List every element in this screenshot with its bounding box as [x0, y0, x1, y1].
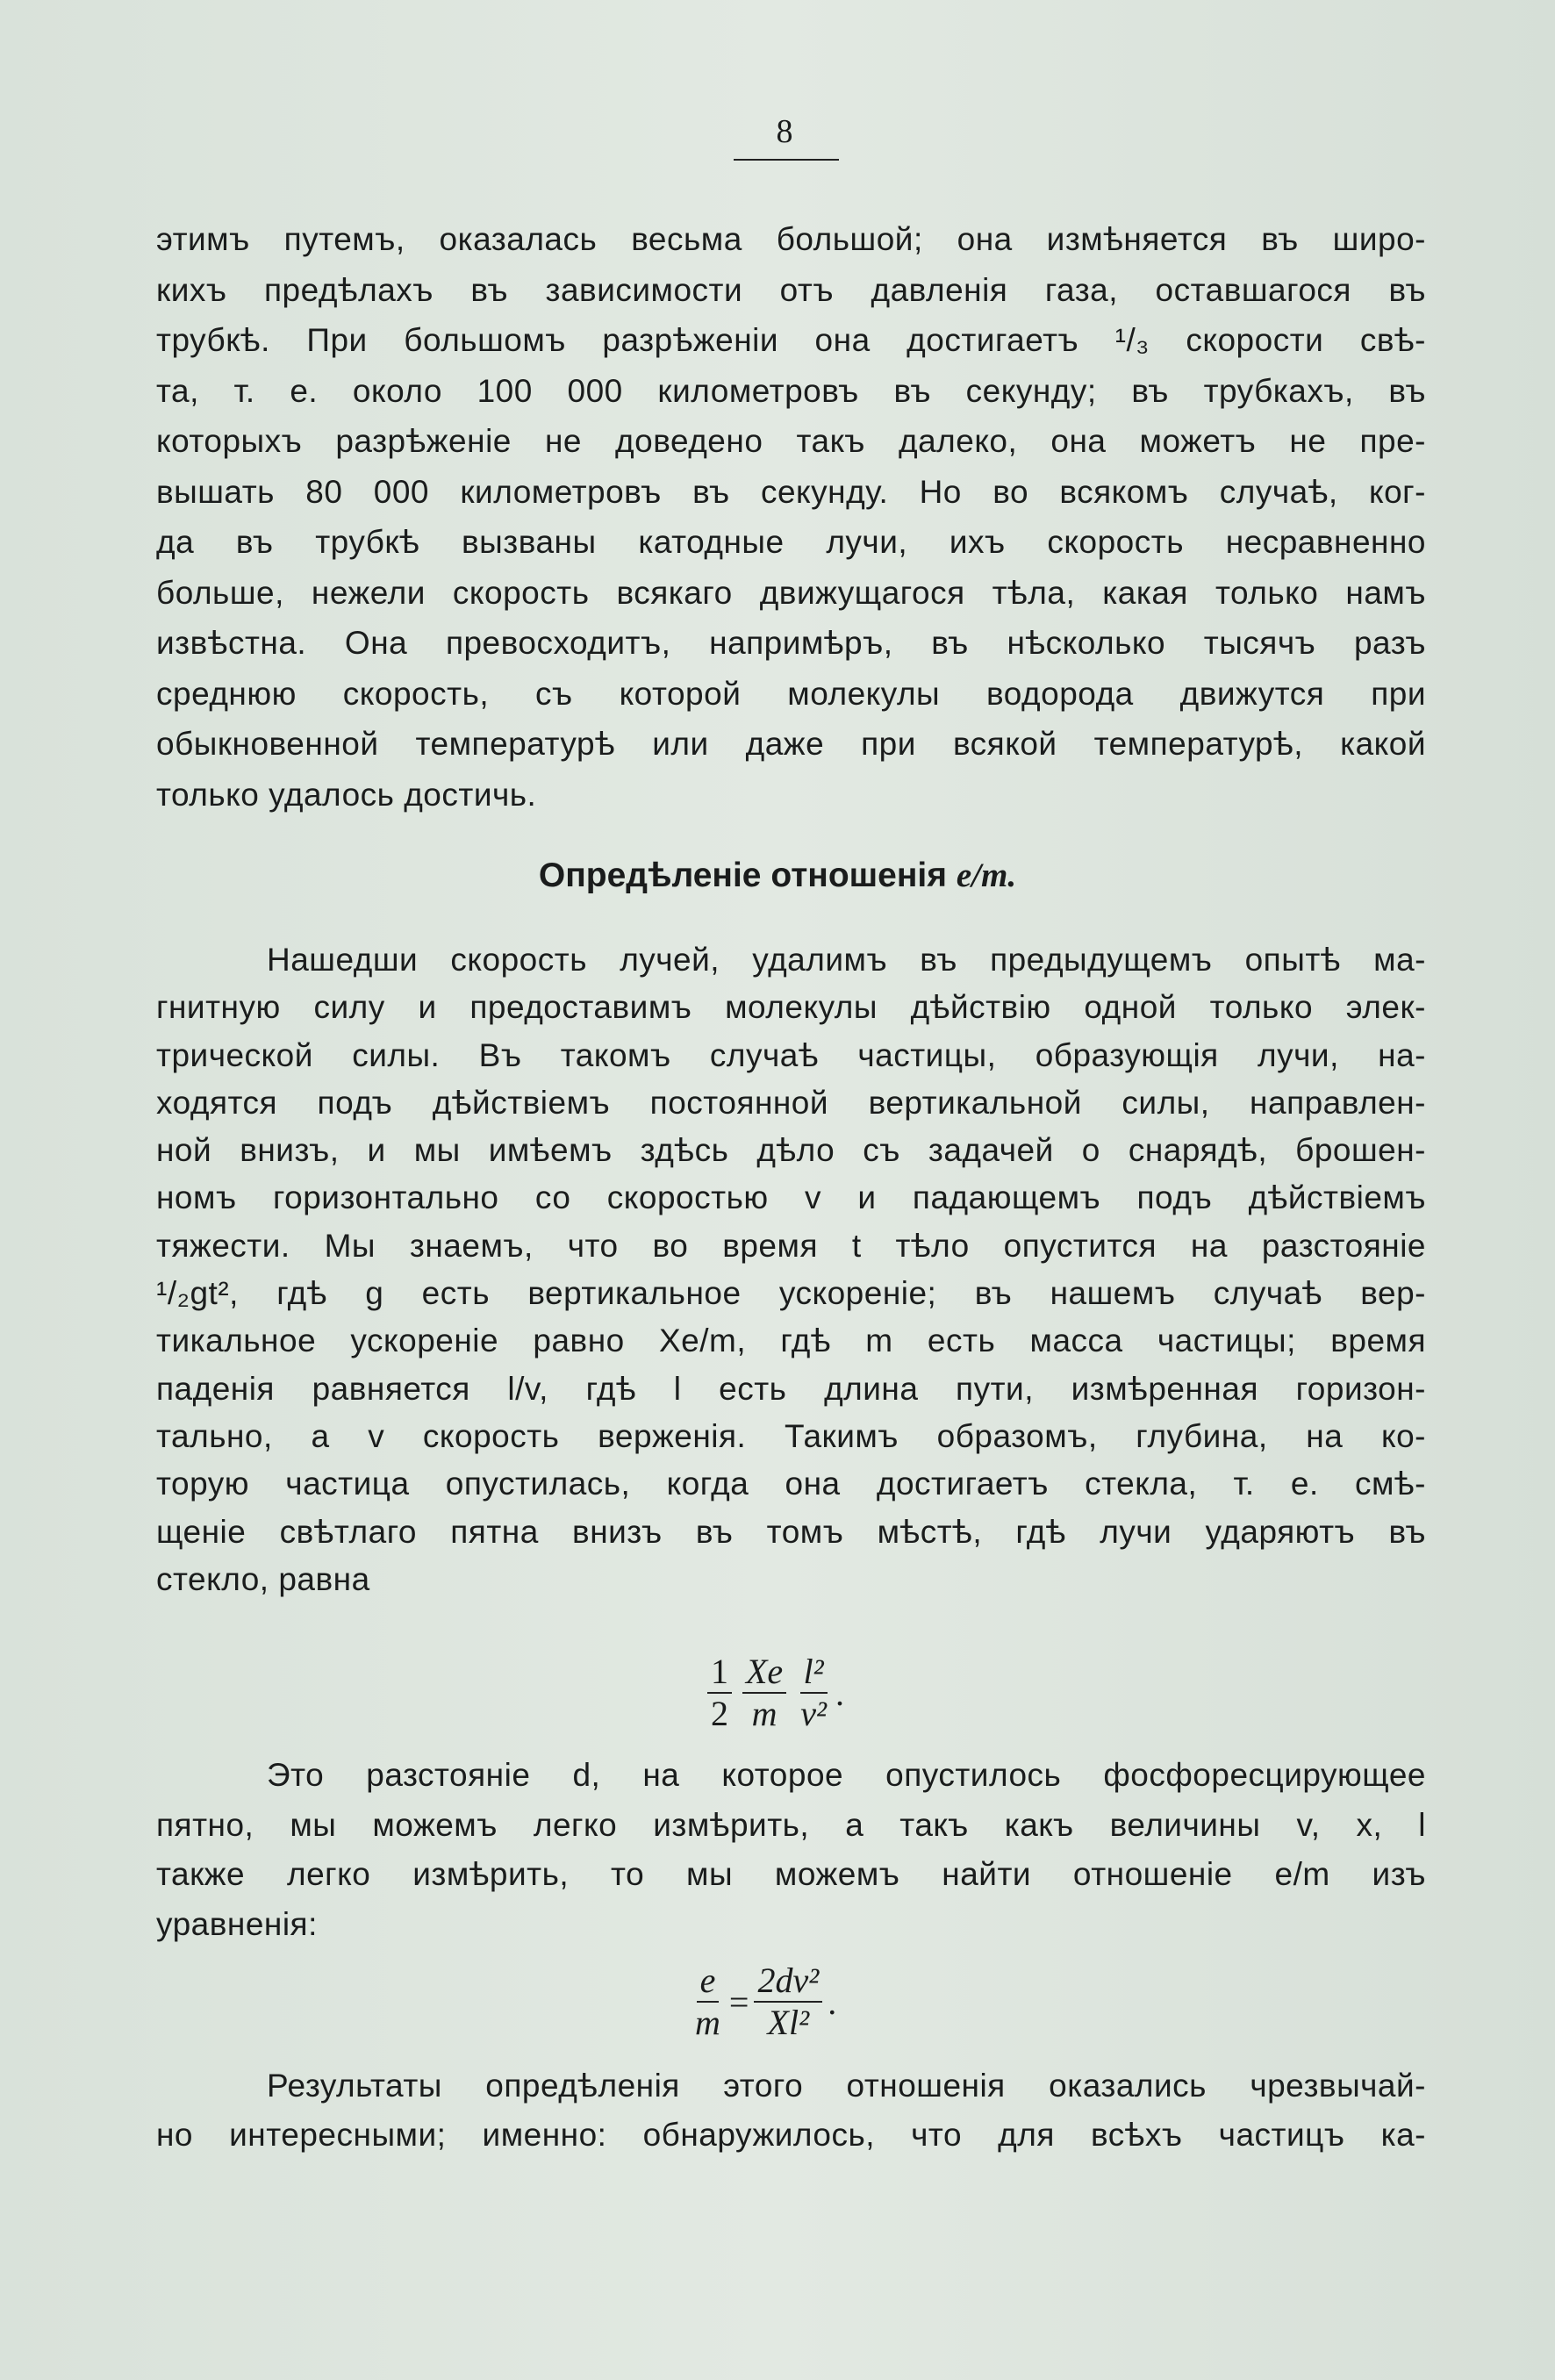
paragraph-3 — [156, 1751, 1426, 1949]
fraction-2dv2-xl2 — [754, 1961, 822, 2043]
text-line: обыкновенной температурѣ или даже при всякой температурѣ, какой — [156, 726, 1426, 762]
formula-e-over-m — [686, 1961, 836, 2043]
text-line: ной внизъ, и мы имѣемъ здѣсь дѣло съ задачей о снарядѣ, брошен- — [156, 1132, 1426, 1169]
text-line: вышать 80 000 километровъ въ секунду. Но во всякомъ случаѣ, ког- — [156, 473, 1426, 510]
text-line: уравненія: — [156, 1905, 318, 1942]
text-line: трубкѣ. При большомъ разрѣженіи она достигаетъ ¹/₃ скорости свѣ- — [156, 322, 1426, 358]
paragraph-2 — [156, 936, 1426, 1603]
text-line: Результаты опредѣленія этого отношенія оказались чрезвычай- — [267, 2068, 1426, 2104]
text-line: торую частица опустилась, когда она достигаетъ стекла, т. е. смѣ- — [156, 1466, 1426, 1502]
heading-symbol: e/m. — [956, 857, 1017, 894]
numerator: l² — [800, 1652, 828, 1694]
text-line: но интересными; именно: обнаружилось, что для всѣхъ частицъ ка- — [156, 2117, 1426, 2153]
text-line: извѣстна. Она превосходитъ, напримѣръ, въ нѣсколько тысячъ разъ — [156, 625, 1426, 661]
paragraph-1 — [156, 214, 1426, 820]
denominator: v² — [800, 1694, 827, 1733]
denominator: m — [695, 2003, 720, 2042]
numerator: 1 — [707, 1652, 732, 1694]
formula-period: . — [835, 1673, 844, 1713]
text-line: только удалось достичь. — [156, 776, 537, 813]
denominator: m — [751, 1694, 778, 1733]
text-line: этимъ путемъ, оказалась весьма большой; она измѣняется въ широ- — [156, 221, 1426, 257]
formula-displacement — [702, 1652, 844, 1734]
page-number: 8 — [776, 113, 793, 150]
fraction-xe-m — [742, 1652, 786, 1734]
denominator: Xl² — [767, 2003, 810, 2042]
fraction-half — [707, 1652, 732, 1734]
text-line: Это разстояніе d, на которое опустилось фосфоресцирующее — [267, 1757, 1426, 1793]
text-line: да въ трубкѣ вызваны катодные лучи, ихъ скорость несравненно — [156, 524, 1426, 560]
text-line: ¹/₂gt², гдѣ g есть вертикальное ускореніе; въ нашемъ случаѣ вер- — [156, 1275, 1426, 1312]
text-line: среднюю скорость, съ которой молекулы водорода движутся при — [156, 675, 1426, 712]
text-line: которыхъ разрѣженіе не доведено такъ далеко, она можетъ не пре- — [156, 423, 1426, 459]
text-line: ходятся подъ дѣйствіемъ постоянной вертикальной силы, направлен- — [156, 1084, 1426, 1121]
page-number-rule — [734, 159, 839, 161]
text-line: трической силы. Въ такомъ случаѣ частицы, образующія лучи, на- — [156, 1036, 1426, 1073]
text-line: номъ горизонтально со скоростью v и падающемъ подъ дѣйствіемъ — [156, 1179, 1426, 1216]
fraction-e-m — [692, 1961, 724, 2043]
fraction-l2-v2 — [797, 1652, 830, 1734]
text-line: та, т. е. около 100 000 километровъ въ секунду; въ трубкахъ, въ — [156, 372, 1426, 409]
text-line: также легко измѣрить, то мы можемъ найти отношеніе e/m изъ — [156, 1856, 1426, 1892]
text-line: пятно, мы можемъ легко измѣрить, а такъ какъ величины v, x, l — [156, 1806, 1426, 1843]
text-line: тикальное ускореніе равно Xe/m, гдѣ m есть масса частицы; время — [156, 1323, 1426, 1359]
equals-sign: = — [728, 1982, 749, 2022]
paragraph-4 — [156, 2061, 1426, 2160]
text-line: стекло, равна — [156, 1560, 370, 1597]
text-line: гнитную силу и предоставимъ молекулы дѣйствію одной только элек- — [156, 989, 1426, 1026]
numerator: e — [697, 1961, 720, 2003]
text-line: паденія равняется l/v, гдѣ l есть длина пути, измѣренная горизон- — [156, 1370, 1426, 1407]
numerator: Xe — [742, 1652, 786, 1694]
text-line: Нашедши скорость лучей, удалимъ въ предыдущемъ опытѣ ма- — [267, 942, 1426, 978]
numerator: 2dv² — [754, 1961, 822, 2003]
text-line: щеніе свѣтлаго пятна внизъ въ томъ мѣстѣ, гдѣ лучи ударяютъ въ — [156, 1513, 1426, 1550]
heading-text: Опредѣленіе отношенія — [538, 857, 948, 894]
text-line: тально, а v скорость верженія. Такимъ образомъ, глубина, на ко- — [156, 1417, 1426, 1454]
text-line: кихъ предѣлахъ въ зависимости отъ давленія газа, оставшагося въ — [156, 271, 1426, 308]
formula-period: . — [828, 1982, 837, 2022]
text-line: тяжести. Мы знаемъ, что во время t тѣло опустится на разстояніе — [156, 1227, 1426, 1264]
denominator: 2 — [711, 1694, 728, 1733]
text-line: больше, нежели скорость всякаго движущагося тѣла, какая только намъ — [156, 574, 1426, 611]
section-heading — [0, 856, 1555, 895]
